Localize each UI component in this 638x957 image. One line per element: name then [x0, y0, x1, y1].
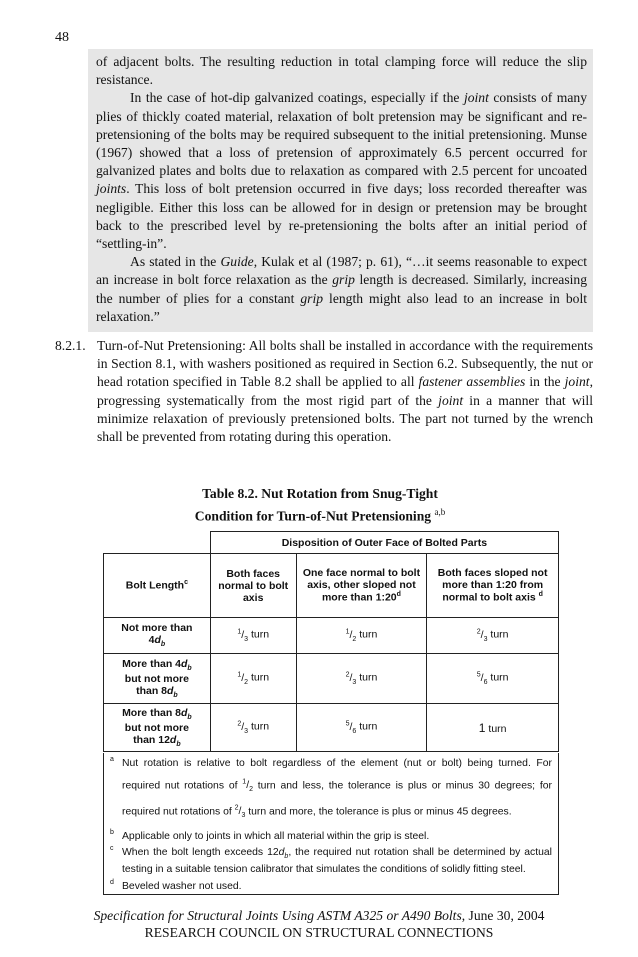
header-one-sloped: One face normal to bolt axis, other sloped not more than 1:20$^d$ [296, 554, 427, 618]
commentary-paragraph-1: of adjacent bolts. The resulting reduction in total clamping force will reduce the slip resistance. [96, 54, 587, 88]
cell-value: $^1/_3$ turn [210, 618, 296, 654]
row-label: More than $4d_b$ but not more than $8d_b$ [104, 654, 211, 704]
section-number: 8.2.1. [55, 338, 86, 353]
cell-value: $^2/_3$ turn [296, 654, 427, 704]
header-both-normal: Both faces normal to bolt axis [210, 554, 296, 618]
note-b: b Applicable only to joints in which all material within the grip is steel. [110, 828, 430, 842]
cell-value: 1 turn [427, 704, 559, 752]
note-c: c When the bolt length exceeds $12d_b$, the required nut rotation shall be determined by actual testing in a suitable tension calibrator that simulates the conditions of solidly fitting steel. [110, 845, 552, 876]
table-row [104, 618, 559, 654]
note-d: d Beveled washer not used. [110, 878, 242, 892]
page-number: 48 [55, 30, 69, 45]
page-footer [60, 907, 578, 941]
commentary-paragraph-2: In the case of hot-dip galvanized coatings, especially if the joint consists of many plies of thickly coated material, relaxation of bolt pretension may be significant and re-pretensioning of the bolts may be required subsequent to the initial pretensioning. Munse (1967) showed that a loss of pretension of approximately 6.5 percent occurred for galvanized plates and bolts due to relaxation as compared with 2.5 percent for uncoated joints. This loss of bolt pretension occurred in five days; loss recorded thereafter was negligible. Either this loss can be allowed for in design or pretension may be brought back to the prescribed level by re-pretensioning the bolts after an initial period of “settling-in”. [96, 90, 588, 252]
cell-value: $^1/_2$ turn [296, 618, 427, 654]
section-body: Turn-of-Nut Pretensioning: All bolts shall be installed in accordance with the requirements in Section 8.1, with washers positioned as required in Section 6.2. Subsequently, the nut or head rotation specified in Table 8.2 shall be applied to all fastener assemblies in the joint, progressing systematically from the most rigid part of the joint in a manner that will minimize relaxation of previously pretensioned bolts. The part not turned by the wrench shall be prevented from rotating during this operation. [97, 338, 593, 445]
table-row [104, 654, 559, 704]
note-a: a Nut rotation is relative to bolt regardless of the element (nut or bolt) being turned. For required nut rotations of $^1/_2$ turn and less, the tolerance is plus or minus 30 degrees; for required nut rotations of $^2/_3$ turn and more, the tolerance is plus or minus 45 degrees. [110, 756, 552, 820]
header-disposition: Disposition of Outer Face of Bolted Parts [210, 532, 558, 554]
cell-value: $^1/_2$ turn [210, 654, 296, 704]
header-bolt-length: Bolt Length$^c$ [104, 554, 211, 618]
table-title: Table 8.2. Nut Rotation from Snug-Tight Condition for Turn-of-Nut Pretensioning $^{a,b}$ [194, 486, 446, 524]
footer-line-2: RESEARCH COUNCIL ON STRUCTURAL CONNECTIONS [144, 925, 494, 940]
cell-value: $^2/_3$ turn [427, 618, 559, 654]
commentary-paragraph-3: As stated in the Guide, Kulak et al (1987; p. 61), “…it seems reasonable to expect an increase in bolt force relaxation as the grip length is decreased. Similarly, increasing the number of plies for a constant grip length might also lead to an increase in bolt relaxation.” [96, 254, 587, 324]
row-label: Not more than $4d_b$ [104, 618, 211, 654]
section-8-2-1 [55, 337, 593, 446]
cell-value: $^5/_6$ turn [296, 704, 427, 752]
table-notes [103, 753, 559, 895]
table-row [104, 704, 559, 752]
commentary-block [88, 49, 593, 332]
nut-rotation-table [103, 531, 559, 752]
row-label: More than $8d_b$ but not more than $12d_b$ [104, 704, 211, 752]
footer-line-1: Specification for Structural Joints Using ASTM A325 or A490 Bolts, June 30, 2004 [93, 908, 545, 923]
cell-value: $^2/_3$ turn [210, 704, 296, 752]
header-both-sloped: Both faces sloped not more than 1:20 from normal to bolt axis $^d$ [427, 554, 559, 618]
cell-value: $^5/_6$ turn [427, 654, 559, 704]
